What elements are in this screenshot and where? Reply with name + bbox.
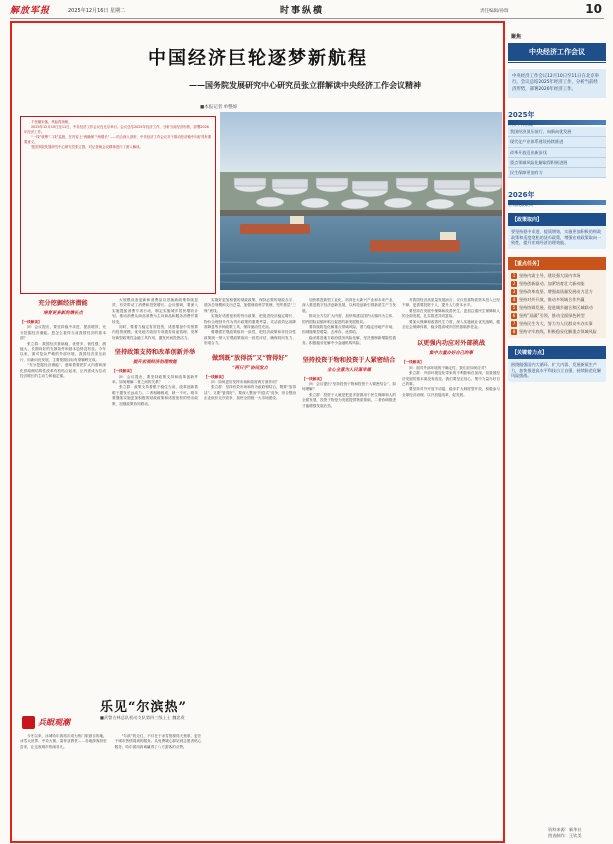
task-item: 8 坚持守牢底线，积极稳妥化解重点领域风险 [512,329,597,335]
issue-date: 2025年12月16日 星期二 [68,8,126,14]
body-paragraph: 今冬以来，冰城哈尔滨再次成为热门旅游目的地。冰雪大世界、中央大街、索菲亚教堂……各地游客纷至沓来，让这座城市热闹非凡。 [20,734,107,749]
section-heading [302,355,396,373]
section-title: 时事纵横 [280,6,325,16]
task-item: 7 坚持民生为大，努力为人民群众多办实事 [512,321,593,327]
body-paragraph: 张立群：外部环境变化带来的不利影响在加深，但我国经济发展的基本面没有改变。我们要坚定信心，集中力量办好自己的事。 [402,371,500,387]
column-1 [20,298,106,690]
body-paragraph: 张立群：我国经济基础稳、优势多、韧性强、潜能大，长期向好的支撑条件和基本趋势没有变。今年以来，面对复杂严峻的外部环境，我国经济顶压前行、向新向优发展，主要预期目标有望顺利完成。 [20,341,106,362]
sidebar-section-title: 【关键着力点】 [508,346,606,359]
task-item: 5 坚持协调发展，促进城乡融合和区域联动 [512,305,593,311]
section-heading [402,338,500,356]
article-photo [220,112,502,290]
intro-box [20,116,216,294]
body-paragraph: 要增强宏观政策取向一致性，把经济政策和非经济性政策统一纳入宏观政策取向一致性评估，确保同向发力、形成合力。 [204,330,296,346]
body-paragraph: 稳妥推进地方政府债务风险化解，坚决遏制新增隐性债务。积极稳妥化解中小金融机构风险。 [302,335,396,346]
feature-body [20,734,296,838]
sidebar-title-rule [508,62,606,63]
column-3 [204,298,296,690]
feature-byline: ■武警吉林总队机动支队第四三级上士 魏忠贵 [100,715,185,720]
section-heading-sub: 集中力量办好自己的事 [429,351,473,357]
section-heading [20,298,106,316]
page-number: 10 [585,2,602,16]
year-label: 2026年 [508,191,535,200]
interview-tag: 【一线解读】 [402,360,424,365]
task-item: 2 坚持创新驱动，加紧培育壮大新动能 [512,281,585,287]
section-heading-sub: 培育更多新的增长点 [43,311,83,316]
sidebar-section-title: 【重点任务】 [508,257,606,270]
review-item: 改革开放迈出新步伐 [508,148,606,158]
newspaper-logo: 解放军报 [10,6,51,16]
body-paragraph: 要持续防范化解重点领域风险，着力稳定房地产市场，因城施策控增量、去库存、优供给。 [302,325,396,335]
body-paragraph: “充分挖掘经济潜能”，意味着要把扩大内需和深化供给侧结构性改革有机结合起来，让内需成为拉动经济增长的主动力和稳定锚。 [20,363,106,379]
body-paragraph: 要坚持在发展中保障和改善民生，更加注重民生保障和人的全面发展，扎实推进共同富裕。 [402,308,500,319]
body-paragraph: 加快推进新型工业化，培育壮大新兴产业和未来产业，深入推进数字经济创新发展，以科技创新引领新质生产力发展。 [302,298,396,313]
policy-text: 要坚持稳中求进、提质增效，实施更加积极的财政政策和适度宽松的货币政策，增强宏观政策取向一致性，提升宏观经济治理效能。 [508,226,606,249]
year-sublabel: 经济工作回顾 [508,122,534,128]
article-byline: ■本报记者 单整焯 [200,105,238,110]
masthead-divider [10,18,604,19]
intro-paragraph: 受国务院发展研究中心研究员张立群，对记者就会议精神进行了深入解读。 [31,145,143,149]
section-heading [112,347,198,365]
year-heading [508,102,606,128]
body-paragraph: 问：会议提出，要坚持稳中求进、提质增效，充分挖掘经济潜能。您怎么看待当前我国经济的基本面？ [20,325,106,341]
section-heading-sub: 提升宏观经济治理效能 [133,360,177,366]
interview-tag: 【一线解读】 [20,320,42,324]
year-heading [508,182,606,208]
intro-paragraph: 千里潮未落，风起再扬帆。 [31,120,72,124]
task-item: 3 坚持改革攻坚，增强高质量发展动力活力 [512,289,593,295]
feature-title: 乐见“尔滨热” [100,700,187,715]
column-logo-text: 兵眼观潮 [38,718,70,727]
section-heading-main: 坚持投资于物和投资于人紧密结合 [302,356,396,364]
body-paragraph: 实施好适度宽松的货币政策，把促进经济稳定增长、物价合理回升作为货币政策的重要考量，灵活高效运用降准降息等多种政策工具，保持流动性充裕。 [204,314,296,330]
body-paragraph: 问：面对外部环境的不确定性，我们应如何应对？ [409,365,489,370]
key-points-text: 围绕做强国内大循环、扩大内需、发展新质生产力，加快推进高水平科技自立自强，持续防范化解风险挑战。 [508,359,606,382]
review-item: 民生保障更加有力 [508,168,606,178]
task-item: 6 坚持“双碳”引领，推动全面绿色转型 [512,313,585,319]
section-heading-main: 做到既“放得活”又“管得好” [211,354,289,362]
column-5 [402,298,500,838]
section-heading-main: 充分挖掘经济潜能 [38,300,88,307]
body-paragraph: “尔滨”的走红，不仅在于冰雪资源得天独厚，更在于城市热情周到的服务。从免费暖心驿站到志愿者贴心服务，哈尔滨用真诚赢得了八方游客的点赞。 [114,734,202,749]
section-heading-main: 以更强内功应对外部挑战 [416,340,486,348]
article-headline: 中国经济巨轮逐梦新航程 [148,48,368,69]
sidebar-section-title: 【政策取向】 [508,213,606,226]
masthead [10,3,606,17]
section-heading [204,353,296,371]
sidebar-source: 资料来源：新华社 图表制作：王钦美 [548,827,582,838]
interview-tag: 【一线解读】 [112,369,134,374]
soldier-icon [22,716,35,729]
section-heading-sub: 全心全意为人民谋幸福 [327,367,371,373]
year-label: 2025年 [508,111,535,120]
task-item: 1 坚持内需主导，建设强大国内市场 [512,273,581,279]
interview-tag: 【一线解读】 [302,376,324,381]
body-paragraph: 张立群：政策支持着眼于稳住当前，改革创新着眼于激发长远动力。二者相辅相成，缺一不可。明年要继续实施更加积极的财政政策和适度宽松的货币政策，加强政策协同联动。 [112,385,198,406]
column-logo [22,716,96,730]
intro-paragraph: 2025年12月10日至11日，中央经济工作会议在北京举行。会议总结2025年经济工作，分析当前经济形势，部署2026年经济工作。 [24,125,209,134]
key-tasks [508,270,606,338]
sidebar-tag: 聚焦 [511,34,522,40]
task-item: 4 坚持对外开放，推动多领域合作共赢 [512,297,585,303]
review-item: 现代化产业体系建设持续推进 [508,137,606,147]
sidebar-lead: 中央经济工作会议12月10日至11日在北京举行。会议总结2025年经济工作，分析当前经济形势，部署2026年经济工作。 [508,69,606,98]
review-item: 重点领域风险化解取得积极进展 [508,158,606,168]
body-paragraph: 问：如何更好发挥市场和政府两方面作用？ [211,380,280,385]
body-paragraph: 对我国经济高质量发展而言，仅仅依靠物质资本投入已经不够，更需要投资于人、提升人力资本水平。 [402,298,500,308]
review-item: 我国经济顶压前行、向新向优发展 [508,127,606,137]
body-paragraph: 实施好更加积极的财政政策，保持必要的财政赤字、债务总规模和支出总量，加强财政科学管理，兜牢基层“三保”底线。 [204,298,296,313]
section-heading-sub: “两只手”协同发力 [232,365,268,371]
body-paragraph: 要加大保障和改善民生力度，深入实施就业优先战略，健全社会保障体系，稳步提高城乡居民基础养老金。 [402,319,500,330]
body-paragraph: 问：会议提出“坚持投资于物和投资于人紧密结合”，如何理解？ [302,382,396,392]
sidebar-infographic [508,21,606,843]
interview-tag: 【一线解读】 [204,374,226,379]
harbor-tanks-image [220,112,502,290]
body-paragraph: 大规模设备更新和消费品以旧换新政策持续显效，有效带动了消费和投资增长。会议强调，要深入实施提振消费专项行动，制定实施城乡居民增收计划，推动消费从商品消费为主向商品和服务消费并重转变。 [112,298,198,324]
column-2 [112,298,198,690]
body-paragraph: 张立群：投资于人就是把更多资源用于民生保障和人的全面发展，投资于物是为发展提供物质基础，二者协调推进才能增强发展后劲。 [302,392,396,408]
body-paragraph: 问：会议提出，要坚持政策支持和改革创新并举。如何理解二者之间的关系？ [112,374,198,385]
sidebar-title: 中央经济工作会议 [508,43,606,61]
intro-paragraph: “一线”统筹“二线”监督，在内容上“两确保”“两增长”……结合深入剖析，中央经济工作会议对于推动经济稳中向好具有重要意义。 [24,135,212,144]
body-paragraph: 张立群：坚持有效市场和有为政府相结合，既要“放得活”，又要“管得好”。要深入整治“内卷式”竞争，综合整治企业低价无序竞争，加快全国统一大市场建设。 [204,385,296,401]
column-4 [302,298,396,838]
body-paragraph: 同时，要着力稳定有效投资，适度增加中央预算内投资规模，优化地方政府专项债券用途管理，发挥好新型政策性金融工具作用，激发民间投资活力。 [112,325,198,340]
year-sublabel: 宏观政策取向 [508,202,534,208]
article-subtitle: ——国务院发展研究中心研究员张立群解读中央经济工作会议精神 [189,80,421,90]
body-paragraph: 要坚持对外开放不动摇，稳步扩大制度型开放，积极参与全球经济治理，以开放促改革、促发展。 [402,387,500,397]
section-heading-main: 坚持政策支持和改革创新并举 [114,349,196,357]
review-list [508,127,606,178]
editor-credit: 责任编辑/孙瑞 [480,9,509,14]
body-paragraph: 推动全方位扩大内需，加快构建以国内大循环为主体、国内国际双循环相互促进的新发展格局。 [302,314,396,324]
